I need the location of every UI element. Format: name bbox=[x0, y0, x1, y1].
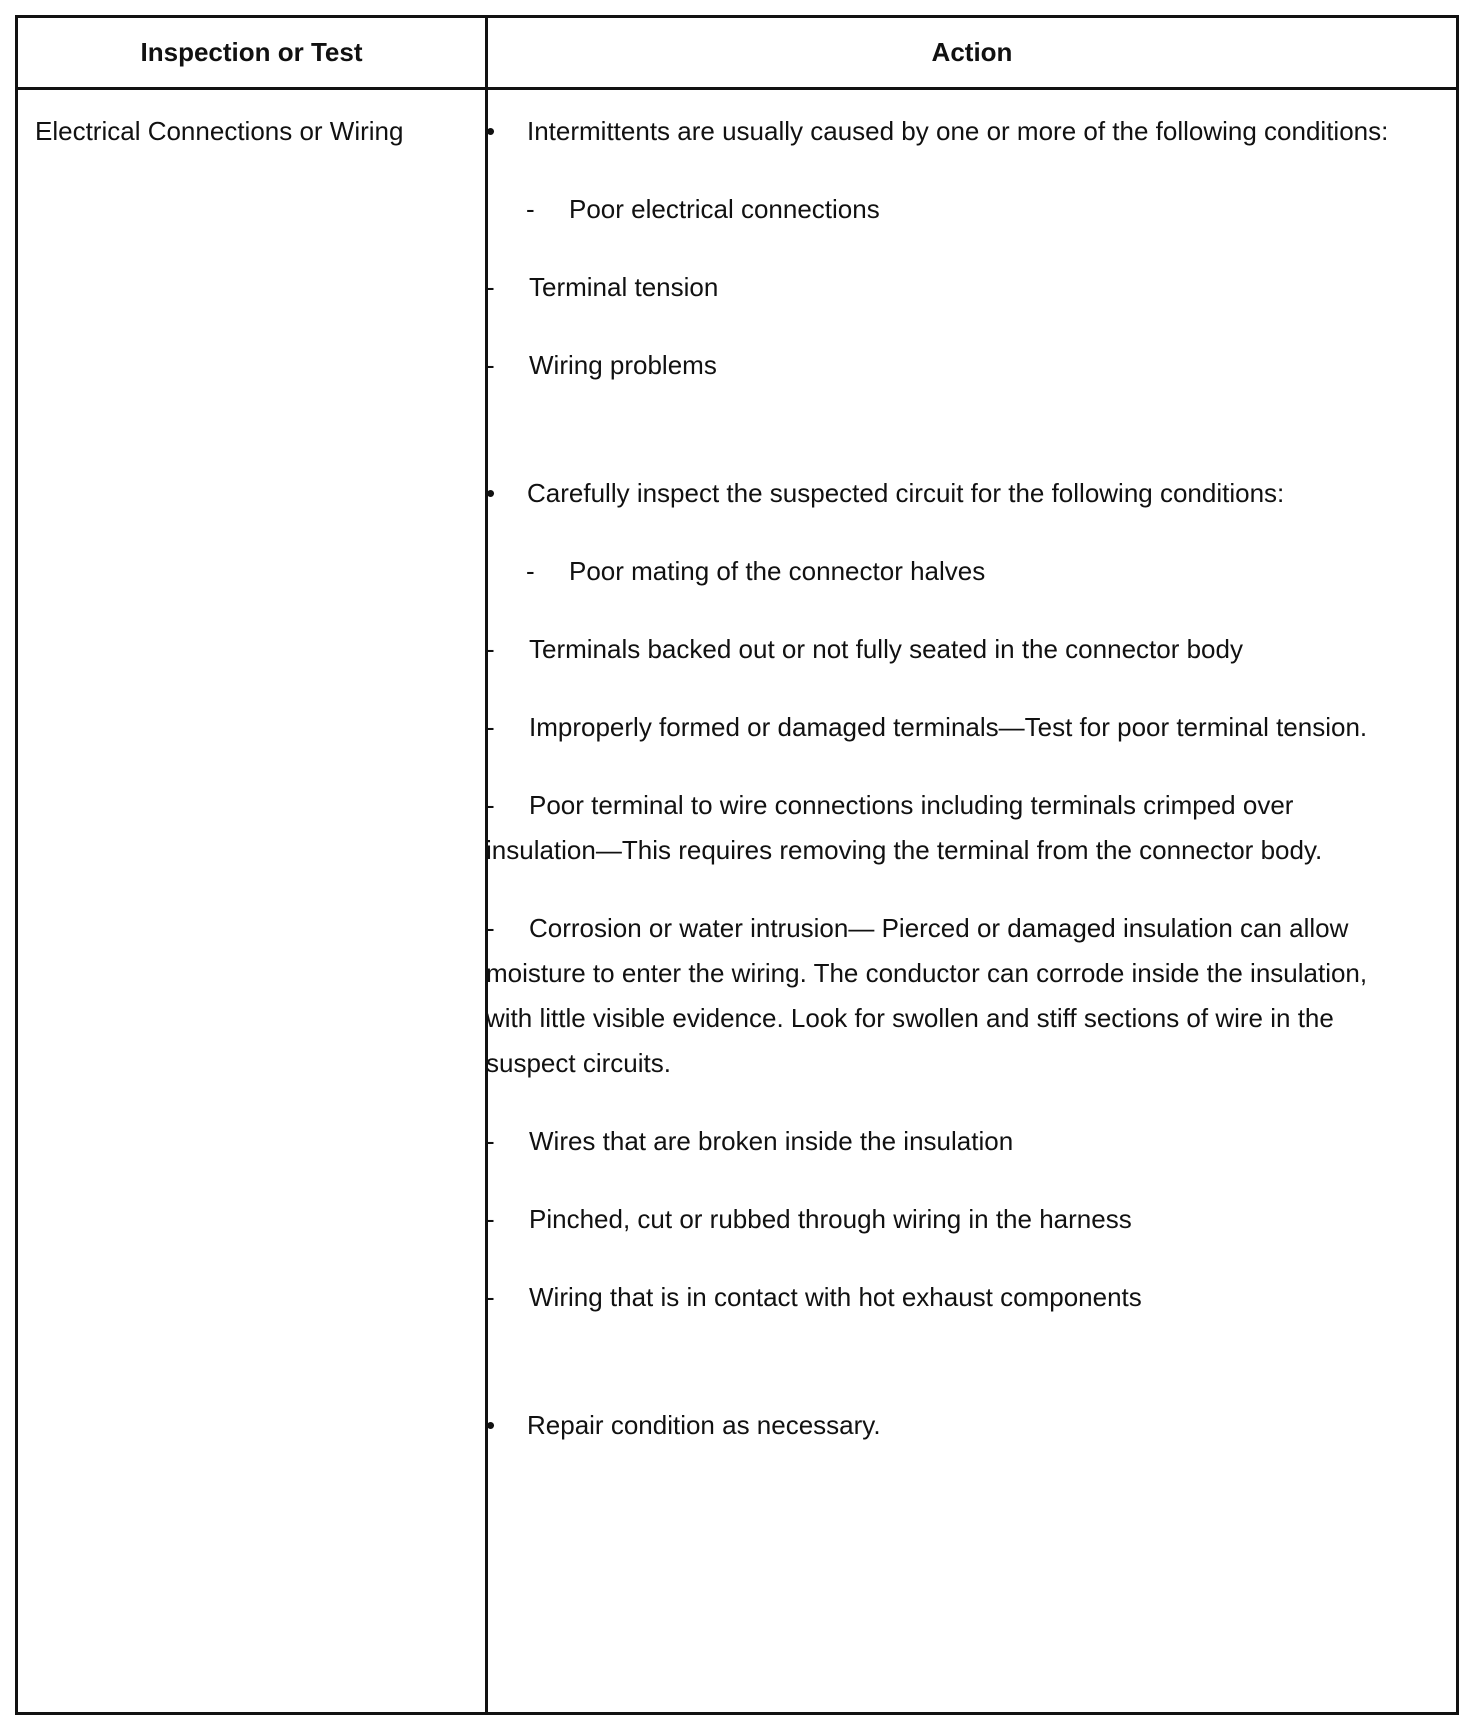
dash-marker: - bbox=[486, 712, 495, 742]
sub-item-text: Poor electrical connections bbox=[569, 194, 880, 224]
sub-item-text: Poor mating of the connector halves bbox=[569, 556, 986, 586]
sub-item-text: Corrosion or water intrusion— Pierced or damaged insulation can allow moisture to enter the wiring. The conductor can corrode inside the insulation, with little visible evidence. Look for swollen and stiff sections of wire in the suspect circuits. bbox=[486, 913, 1368, 1078]
sub-item bbox=[486, 1275, 1406, 1320]
dash-marker: - bbox=[486, 1204, 495, 1234]
inspection-cell: Electrical Connections or Wiring bbox=[35, 116, 404, 146]
sub-item-text: Wires that are broken inside the insulation bbox=[529, 1126, 1014, 1156]
bullet-marker: • bbox=[486, 1410, 496, 1440]
header-action: Action bbox=[931, 37, 1013, 67]
bullet-item bbox=[486, 109, 1406, 154]
sub-item bbox=[486, 1119, 1406, 1164]
sub-item-text: Wiring that is in contact with hot exhaust components bbox=[529, 1282, 1142, 1312]
sub-item-text: Pinched, cut or rubbed through wiring in the harness bbox=[529, 1204, 1132, 1234]
sub-item bbox=[486, 705, 1406, 750]
action-cell bbox=[486, 109, 1406, 1448]
dash-marker: - bbox=[486, 350, 495, 380]
dash-marker: - bbox=[486, 1126, 495, 1156]
sub-item-text: Wiring problems bbox=[529, 350, 717, 380]
dash-marker: - bbox=[486, 913, 495, 943]
dash-marker: - bbox=[526, 194, 535, 224]
header-divider bbox=[18, 87, 1456, 90]
sub-item bbox=[486, 549, 1406, 594]
sub-item bbox=[486, 906, 1406, 1086]
dash-marker: - bbox=[486, 790, 495, 820]
sub-item bbox=[486, 343, 1406, 388]
sub-item-text: Poor terminal to wire connections including terminals crimped over insulation—This requires removing the terminal from the connector body. bbox=[486, 790, 1323, 865]
sub-item bbox=[486, 187, 1406, 232]
sub-item-text: Terminals backed out or not fully seated in the connector body bbox=[529, 634, 1243, 664]
sub-item bbox=[486, 265, 1406, 310]
dash-marker: - bbox=[526, 556, 535, 586]
dash-marker: - bbox=[486, 634, 495, 664]
header-inspection: Inspection or Test bbox=[140, 37, 363, 67]
sub-item bbox=[486, 1197, 1406, 1242]
inspection-table bbox=[15, 15, 1459, 1715]
bullet-text: Intermittents are usually caused by one or more of the following conditions: bbox=[527, 116, 1389, 146]
sub-item-text: Terminal tension bbox=[529, 272, 719, 302]
bullet-marker: • bbox=[486, 116, 496, 146]
sub-item-text: Improperly formed or damaged terminals—Test for poor terminal tension. bbox=[529, 712, 1368, 742]
bullet-text: Repair condition as necessary. bbox=[527, 1410, 881, 1440]
bullet-marker: • bbox=[486, 478, 496, 508]
dash-marker: - bbox=[486, 1282, 495, 1312]
bullet-item bbox=[486, 1403, 1406, 1448]
sub-item bbox=[486, 627, 1406, 672]
sub-item bbox=[486, 783, 1406, 873]
bullet-item bbox=[486, 471, 1406, 516]
dash-marker: - bbox=[486, 272, 495, 302]
bullet-text: Carefully inspect the suspected circuit for the following conditions: bbox=[527, 478, 1285, 508]
